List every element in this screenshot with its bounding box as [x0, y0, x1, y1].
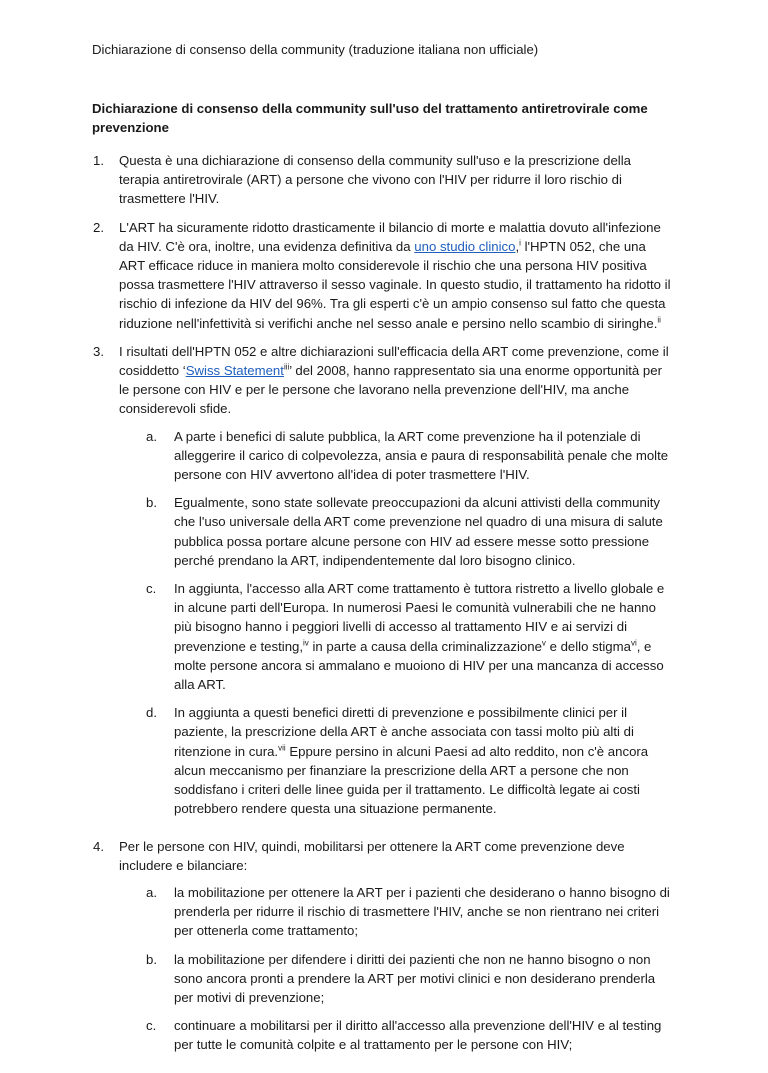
sub-item: [146, 950, 672, 1008]
sub-item-text: la mobilitazione per ottenere la ART per i pazienti che desiderano o hanno bisogno di prenderla per ridurre il rischio di trasmettere l'HIV, anche se non rientrano nei criteri per ottenerla come trattamento;: [174, 884, 670, 939]
running-header: Dichiarazione di consenso della community (traduzione italiana non ufficiale): [92, 42, 539, 57]
item-text: Questa è una dichiarazione di consenso della community sull'uso e la prescrizione della terapia antiretrovirale (ART) a persone che vivono con l'HIV per ridurre il loro rischio di trasmettere l'HIV.: [119, 153, 631, 207]
text-run: e dello stigma: [545, 638, 631, 654]
text-run: ,: [515, 238, 520, 254]
text-run: I risultati dell'HPTN 052 e altre dichiarazioni sull'efficacia della ART come prevenzione, come il cosiddetto ‘: [119, 343, 669, 379]
footnote-ref[interactable]: iv: [303, 638, 309, 648]
sub-item-text: A parte i benefici di salute pubblica, la ART come prevenzione ha il potenziale di alleggerire il carico di colpevolezza, ansia e paura di responsabilità penale che molte persone con HIV avvertono all'idea di poter trasmettere l'HIV.: [174, 428, 669, 483]
sub-item: [146, 1016, 672, 1054]
lettered-list: [119, 883, 672, 1055]
text-run: In aggiunta a questi benefici diretti di prevenzione e possibilmente clinici per il paziente, la prescrizione della ART è anche associata con tassi molto più alti di ritenzione in cura.: [174, 705, 634, 759]
item-text: [119, 837, 672, 1064]
footnote-ref[interactable]: iii: [283, 362, 290, 372]
item-number: 3.: [93, 343, 104, 359]
text-run: l'HPTN 052, che una ART efficace riduce in maniera molto considerevole il rischio che una persona HIV positiva possa trasmettere l'HIV attraverso il sesso vaginale. In questo studio, il trattamento ha ridotto il rischio di infezione da HIV del 96%. Tra gli esperti c'è un ampio consenso sul fatto che questa riduzione nell'infettività si verifichi anche nel sesso anale e persino nello scambio di siringhe.: [119, 238, 671, 331]
text-run: in parte a causa della criminalizzazione: [308, 638, 542, 654]
footnote-ref[interactable]: i: [519, 238, 521, 248]
item-number: 2.: [93, 219, 104, 235]
sub-item-text: [174, 703, 672, 818]
sub-item-letter: c.: [146, 581, 157, 597]
sub-item: [146, 579, 672, 694]
sub-item-text: la mobilitazione per difendere i diritti dei pazienti che non ne hanno bisogno o non sono ancora pronti a prendere la ART per motivi clinici e non desiderano prenderla per motivi di prevenzione;: [174, 951, 656, 1005]
sub-item: [146, 703, 672, 818]
sub-item-text: Egualmente, sono state sollevate preoccupazioni da alcuni attivisti della community che l'uso universale della ART come prevenzione nel quadro di una misura di salute pubblica possa portare alcune persone con HIV ad essere messe sotto pressione perché prendano la ART, indipendentemente dal loro bisogno clinico.: [174, 495, 663, 568]
item-number: 4.: [93, 838, 104, 854]
footnote-ref[interactable]: v: [541, 638, 546, 648]
sub-item-letter: a.: [146, 428, 157, 444]
sub-item-letter: a.: [146, 884, 157, 900]
document-title: Dichiarazione di consenso della community sull'uso del trattamento antiretrovirale come prevenzione: [92, 101, 648, 135]
clinical-study-link[interactable]: uno studio clinico: [414, 238, 516, 254]
sub-item-letter: b.: [146, 495, 157, 511]
sub-item-text: continuare a mobilitarsi per il diritto all'accesso alla prevenzione dell'HIV e al testing per tutte le comunità colpite e al trattamento per le persone con HIV;: [174, 1018, 662, 1053]
list-item: [92, 151, 672, 209]
footnote-ref[interactable]: ii: [657, 315, 661, 325]
sub-item-letter: c.: [146, 1018, 157, 1034]
item-text: [119, 218, 672, 333]
text-run: ’ del 2008, hanno rappresentato sia una enorme opportunità per le persone con HIV e per le persone che lavorano nella prevenzione dell'HIV, ma anche considerevoli sfide.: [119, 363, 662, 417]
text-run: L'ART ha sicuramente ridotto drasticamente il bilancio di morte e malattia dovuto all'infezione da HIV. C'è ora, inoltre, una evidenza definitiva da: [119, 219, 661, 254]
text-run: , e molte persone ancora si ammalano e muoiono di HIV per una mancanza di accesso alla ART.: [174, 638, 664, 693]
sub-item: [146, 883, 672, 941]
text-run: Per le persone con HIV, quindi, mobilitarsi per ottenere la ART come prevenzione deve includere e bilanciare:: [119, 838, 625, 873]
item-number: 1.: [93, 153, 104, 168]
text-run: Eppure persino in alcuni Paesi ad alto reddito, non c'è ancora alcun meccanismo per finanziare la prescrizione della ART a persone che non soddisfano i criteri delle linee guida per il trattamento. Le difficoltà legate ai costi potrebbero rendere questa una situazione permanente.: [174, 743, 649, 817]
item-text: [119, 342, 672, 828]
footnote-ref[interactable]: vii: [278, 743, 286, 753]
swiss-statement-link[interactable]: Swiss Statement: [185, 363, 284, 379]
sub-item-letter: b.: [146, 951, 157, 967]
sub-item: [146, 493, 672, 570]
list-item: [92, 342, 672, 828]
sub-item-text: [174, 579, 672, 694]
sub-item-letter: d.: [146, 705, 157, 721]
list-item: [92, 837, 672, 1064]
text-run: In aggiunta, l'accesso alla ART come trattamento è tuttora ristretto a livello globale e in alcune parti dell'Europa. In numerosi Paesi le comunità vulnerabili che ne hanno più bisogno hanno i peggiori livelli di accesso al trattamento HIV e ai servizi di prevenzione e testing,: [174, 581, 665, 654]
lettered-list: [119, 427, 672, 819]
footnote-ref[interactable]: vi: [630, 638, 637, 648]
sub-item: [146, 427, 672, 485]
numbered-list: [92, 151, 672, 1073]
list-item: [92, 218, 672, 333]
